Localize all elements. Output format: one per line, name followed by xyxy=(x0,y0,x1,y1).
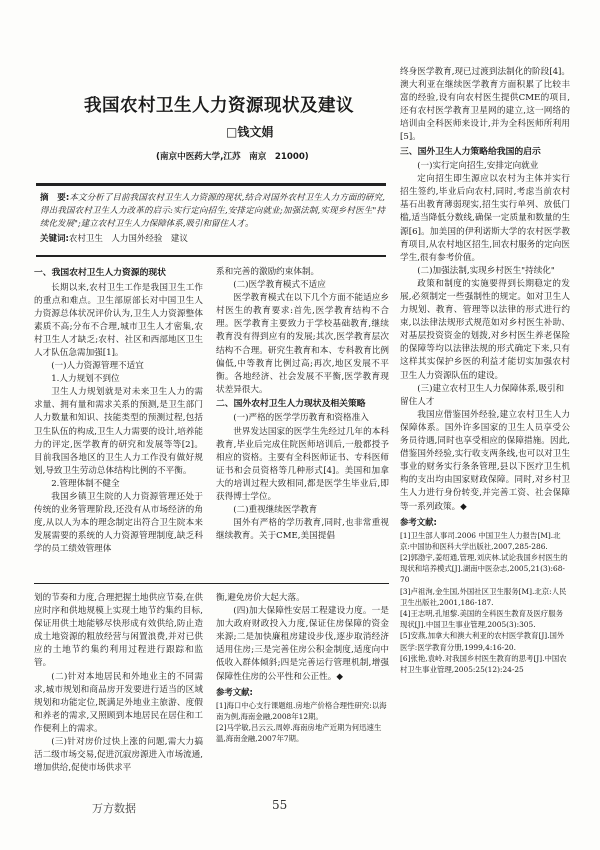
paragraph: 我国应借鉴国外经验,建立农村卫生人力保障体系。国外许多国家的卫生人员享受公务员待遇,同时也享受相应的保障措施。因此,借鉴国外经验,实行收支两条线,也可以对卫生事业的财务实行条条管理,县以下医疗卫生机构的支出均由国家财政保障。同时,对乡村卫生人力进行身份转变,并完善工资、社会保障等一系列政策。◆ xyxy=(400,409,570,512)
paragraph: (四)加大保障性安居工程建设力度。一是加大政府财政投入力度,保证住房保障的资金来源;二是加快廉租房建设步伐,逐步取消经济适用住房;三是完善住房公积金制度,适度向中低收入群体倾斜;四是完善运行管理机制,增强保障性住房的公平性和公正性。◆ xyxy=(216,606,389,682)
subsection-heading: 2.管理体制不健全 xyxy=(51,478,120,489)
subsection-heading: (一)人力资源管理不适宜 xyxy=(51,361,144,372)
reference-item: [1]海口中心支行课题组.房地产价格合理性研究:以海南为例,海南金融,2008年12期。 xyxy=(216,700,387,721)
subsection-heading: (一)实行定向招生,安排定向就业 xyxy=(417,161,539,172)
paragraph: 衡,避免房价大起大落。 xyxy=(216,593,305,603)
bottom-left-column xyxy=(34,592,203,775)
paragraph: 长期以来,农村卫生工作是我国卫生工作的重点和难点。卫生部原部长对中国卫生人力资源总体状况评价认为,卫生人力资源整体素质不高;分布不合理,城市卫生人才密集,农村卫生人才缺乏;农村、社区和西部地区卫生人才队伍急需加强[1]。 xyxy=(34,282,203,358)
keywords-label: 关键词: xyxy=(40,233,69,244)
paragraph: 世界发达国家的医学生先经过几年的本科教育,毕业后完成住院医师培训后,一般都授予相应的资格。主要有全科医师证书、专科医师证书和会员资格等几种形式[4]。美国和加拿大的培训过程大致相同,都是医学生毕业后,即获得博士学位。 xyxy=(216,426,389,502)
keywords-text: 农村卫生 人力国外经验 建议 xyxy=(68,233,188,244)
paragraph: 国外有严格的学历教育,同时,也非常重视继续教育。关于CME,美国提倡 xyxy=(216,518,389,542)
abstract-label: 摘 要: xyxy=(40,193,70,203)
reference-item: [2]郭渤宇,姜绍通,管理,刘庆林.试论我国乡村医生的现状和培养模式[J].湖南中医杂志,2005,21(3):68-70 xyxy=(400,553,568,585)
abstract-text: 本文分析了目前我国农村卫生人力资源的现状,结合对国外农村卫生人力方面的研究,得出我国农村卫生人力改革的启示:实行定向招生,安排定向就业;加强法制,实现乡村医生"持续化发展";建立农村卫生人力保障体系,吸引和留住人才。 xyxy=(40,193,385,230)
paragraph: (三)针对房价过快上涨的问题,需大力搞活二级市场交易,促进沉寂房源进入市场流通,增加供给,促使市场供求平 xyxy=(34,737,203,774)
subsection-heading: (二)医学教育模式不适应 xyxy=(233,280,326,291)
footer-source: 万方数据 xyxy=(92,802,136,815)
article-title: 我国农村卫生人力资源现状及建议 xyxy=(84,96,354,116)
references-heading: 参考文献: xyxy=(216,686,253,697)
reference-item: [3]卢祖洵,金生国,外国社区卫生服务[M].北京:人民卫生出版社,2001,186-187. xyxy=(400,586,567,607)
paragraph: (二)针对本地居民和外地业主的不同需求,城市规划和商品房开发要进行适当的区域规划和功能定位,既满足外地业主旅游、度假和养老的需求,又照顾到本地居民在居住和工作便利上的需求。 xyxy=(34,671,203,734)
section-divider xyxy=(34,583,389,584)
paragraph: 终身医学教育,现已过渡到法制化的阶段[4]。澳大利亚在继续医学教育方面积累了比较丰富的经验,设有向农村医生提供CME的项目,还有农村医学教育卫星网的建立,这一网络的培训由全科医师来设计,并为全科医师所利用[5]。 xyxy=(400,67,570,143)
paragraph: 划的节奏和力度,合理把握土地供应节奏,在供应时序和供地规模上实现土地节约集约目标,保证用供土地能够尽快形成有效供给,防止造成土地资源的粗放经营与闲置浪费,并对已供应的土地节约集约利用过程进行跟踪和监管。 xyxy=(34,593,203,669)
page-number: 55 xyxy=(272,798,288,812)
paragraph: 医学教育模式在以下几个方面不能适应乡村医生的教育要求:首先,医学教育结构不合理。医学教育主要致力于学校基础教育,继续教育没有得到应有的发展;其次,医学教育层次结构不合理。研究生教育和本、专科教育比例偏低,中等教育比例过高;再次,地区发展不平衡。各地经济、社会发展不平衡,医学教育现状差异很大。 xyxy=(216,293,389,395)
article-author: □钱文娟 xyxy=(226,125,274,139)
subsection-heading: (二)加强法制,实现乡村医生"持续化" xyxy=(417,265,555,276)
subsection-heading: (二)重视继续医学教育 xyxy=(233,505,318,516)
subsection-heading: (三)建立农村卫生人力保障体系,吸引和留住人才 xyxy=(400,383,565,407)
reference-item: [6]张艳,袁岭.对我国乡村医生教育的思考[J].中国农村卫生事业管理,2005:25(12):24-25 xyxy=(400,653,567,675)
paragraph: 政策和制度的实施要得到长期稳定的发展,必须制定一些强制性的规定。如对卫生人力规划、教育、管理等以法律的形式进行约束,以法律法规形式规范如对乡村医生补助、对基层投资资金的划拨,对乡村医生养老保险的保障等均以法律法规的形式确定下来,只有这样其实保护乡医的利益才能切实加强农村卫生人力资源队伍的建设。 xyxy=(400,278,570,381)
author-affiliation: (南京中医药大学,江苏 南京 21000) xyxy=(156,152,309,162)
abstract xyxy=(40,192,385,246)
left-column xyxy=(34,266,203,556)
paragraph: 卫生人力规划就是对未来卫生人力的需求量、拥有量和需求关系的预测,是卫生部门人力数量和知识、技能类型的预测过程,包括卫生队伍的构成,卫生人力需要的设计,培养能力的评定,医学教育的研究和发展等等[2]。目前我国各地区的卫生人力工作没有做好规划,导致卫生劳动总体结构比例的不平衡。 xyxy=(34,387,203,476)
reference-item: [2]马学敏,吕云云,周婷.海南房地产近期为何迅速生温,海南金融,2007年7期。 xyxy=(216,723,382,744)
abstract-bottom-rule xyxy=(36,255,386,257)
reference-item: [1]卫生部人事司.2006 中国卫生人力报告[M].北京:中国协和医科大学出版社,2007,285-286. xyxy=(400,530,561,551)
paragraph: 系和完善的激励约束体制。 xyxy=(216,267,320,277)
section-heading: 二、国外农村卫生人力现状及相关策略 xyxy=(216,398,366,409)
subsection-heading: (一)严格的医学学历教育和资格准入 xyxy=(233,413,369,424)
right-column xyxy=(400,66,570,675)
section-heading: 三、国外卫生人力策略给我国的启示 xyxy=(400,146,541,157)
section-heading: 一、我国农村卫生人力资源的现状 xyxy=(34,268,166,278)
paragraph: 定向招生即生源应以农村为主体并实行招生签约,毕业后向农村,同时,考虑当前农村基石出教育薄弱现实,招生实行单列、放低门槛,适当降低分数线,确保一定质量和数量的生源[6]。加美国的伊利诺斯大学的农村医学教育项目,从农村地区招生,回农村服务的定向医学生,很有参考价值。 xyxy=(400,174,570,263)
reference-item: [5]安燕,加拿大和澳大利亚的农村医学教育[J].国外医学:医学教育分册,1999,4:16-20. xyxy=(400,631,565,652)
abstract-top-rule xyxy=(36,183,386,186)
keywords-line xyxy=(40,233,385,246)
bottom-middle-column xyxy=(216,592,389,744)
paragraph: 我国乡镇卫生院的人力资源管理还处于传统的业务管理阶段,还没有从市场经济的角度,从以人为本的理念制定出符合卫生院本来发展需要的系统的人力资源管理制度,缺乏科学的员工绩效管理体 xyxy=(34,492,203,555)
reference-item: [4]王志明,孔旭黎.美国的全科医生教育及医疗服务现状[J].中国卫生事业管理,2005(3):305. xyxy=(400,609,563,630)
middle-column xyxy=(216,266,389,543)
references-heading: 参考文献: xyxy=(400,516,437,527)
subsection-heading: 1.人力规划不到位 xyxy=(51,374,120,385)
